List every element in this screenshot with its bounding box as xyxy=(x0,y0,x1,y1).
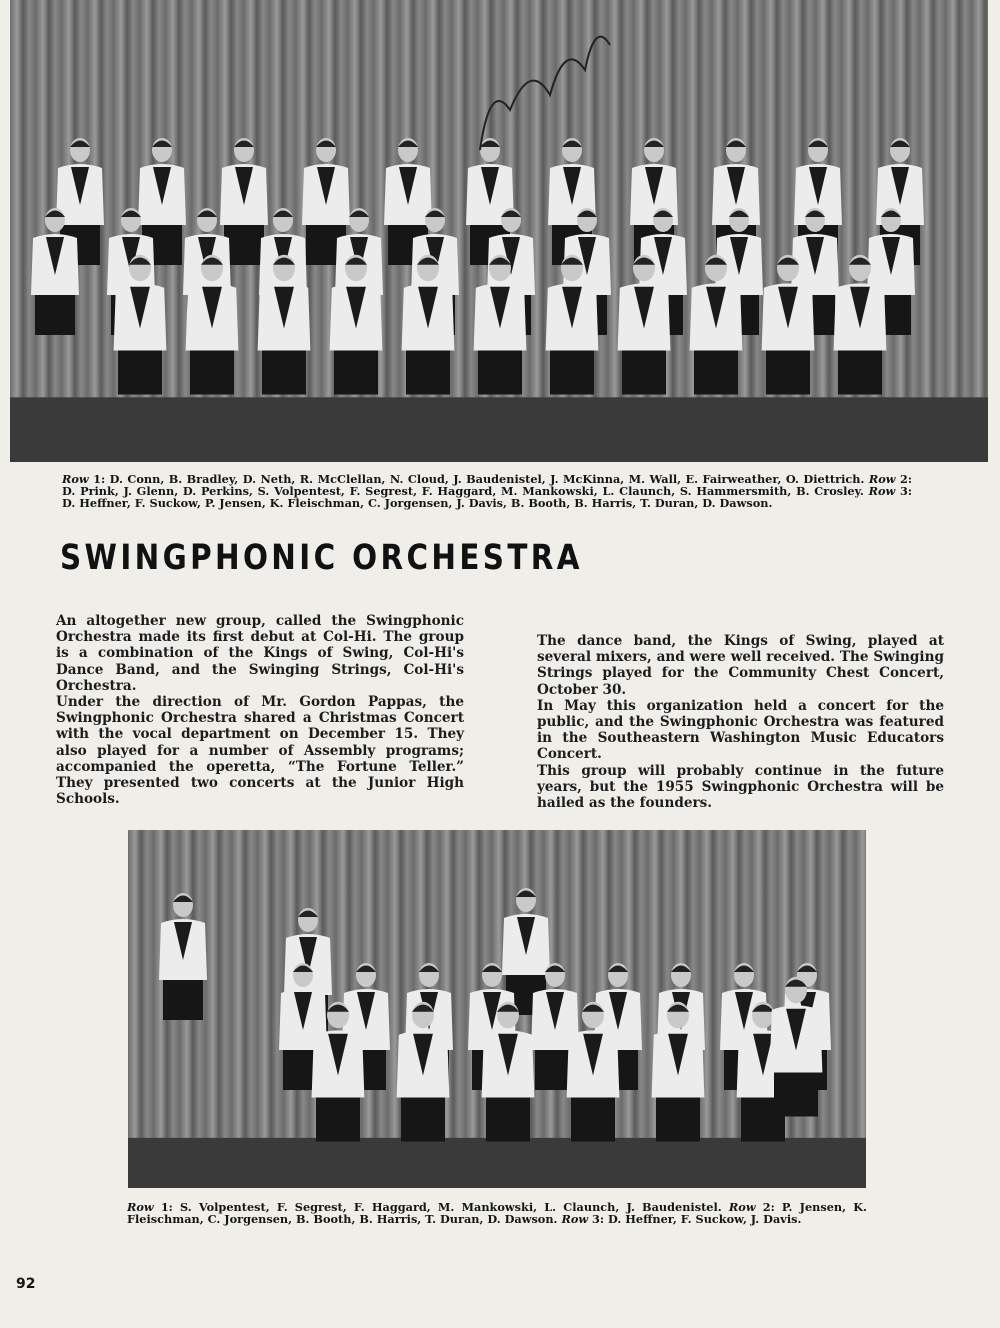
caption-row-label: Row xyxy=(62,472,89,486)
orchestra-photo-bottom xyxy=(128,830,866,1188)
bottom-musician xyxy=(159,893,207,1020)
body-column-left xyxy=(56,613,464,807)
orchestra-photo-bottom-figures xyxy=(128,830,866,1188)
body-column-right xyxy=(537,633,944,811)
orchestra-photo-top-figures xyxy=(10,0,988,462)
caption-row-label: Row xyxy=(561,1212,589,1227)
body-paragraph: The dance band, the Kings of Swing, played at several mixers, and were well received. The Swinging Strings played for the Community Chest Concert, October 30. xyxy=(537,633,944,698)
caption-row-2-names: 2: D. Prink, J. Glenn, D. Perkins, S. Volpentest, F. Segrest, F. Haggard, M. Mankowski, L. Claunch, S. Hammersmith, B. Crosley. xyxy=(62,472,912,499)
caption-row-label: Row xyxy=(127,1200,154,1214)
bottom-stage-floor xyxy=(128,1138,866,1188)
caption-row-label: Row xyxy=(728,1200,756,1214)
orchestra-photo-top xyxy=(10,0,988,462)
caption-row-3-names: 3: D. Heffner, F. Suckow, P. Jensen, K. Fleischman, C. Jorgensen, J. Davis, B. Booth, B. Harris, T. Duran, D. Dawson. xyxy=(62,484,912,511)
bottom-photo-caption xyxy=(127,1201,867,1225)
caption-row-3-names: 3: D. Heffner, F. Suckow, J. Davis. xyxy=(588,1212,802,1227)
top-photo-caption xyxy=(62,473,912,510)
caption-row-1-names: 1: S. Volpentest, F. Segrest, F. Haggard, M. Mankowski, L. Claunch, J. Baudenistel. xyxy=(153,1200,729,1214)
caption-row-label: Row xyxy=(868,484,896,499)
top-stage-floor xyxy=(10,397,988,462)
caption-row-2-names: 2: P. Jensen, K. Fleischman, C. Jorgensen, B. Booth, B. Harris, T. Duran, D. Dawson. xyxy=(127,1200,867,1227)
body-paragraph: Under the direction of Mr. Gordon Pappas, the Swingphonic Orchestra shared a Christmas Concert with the vocal department on December 15. They also played for a number of Assembly programs; accompanied the operetta, “The Fortune Teller.” They presented two concerts at the Junior High Schools. xyxy=(56,694,464,808)
body-paragraph: This group will probably continue in the future years, but the 1955 Swingphonic Orchestra will be hailed as the founders. xyxy=(537,762,944,812)
page-title: SWINGPHONIC ORCHESTRA xyxy=(60,538,583,578)
page-number: 92 xyxy=(16,1276,36,1292)
caption-row-label: Row xyxy=(868,472,896,486)
body-paragraph: An altogether new group, called the Swingphonic Orchestra made its first debut at Col-Hi. The group is a combination of the Kings of Swing, Col-Hi's Dance Band, and the Swinging Strings, Col-Hi's Orchestra. xyxy=(56,613,464,694)
signature-mark xyxy=(480,37,610,150)
caption-row-1-names: 1: D. Conn, B. Bradley, D. Neth, R. McClellan, N. Cloud, J. Baudenistel, J. McKinna, M. Wall, E. Fairweather, O. Diettrich. xyxy=(88,472,869,486)
body-paragraph: In May this organization held a concert for the public, and the Swingphonic Orchestra was featured in the Southeastern Washington Music Educators Concert. xyxy=(537,697,944,763)
